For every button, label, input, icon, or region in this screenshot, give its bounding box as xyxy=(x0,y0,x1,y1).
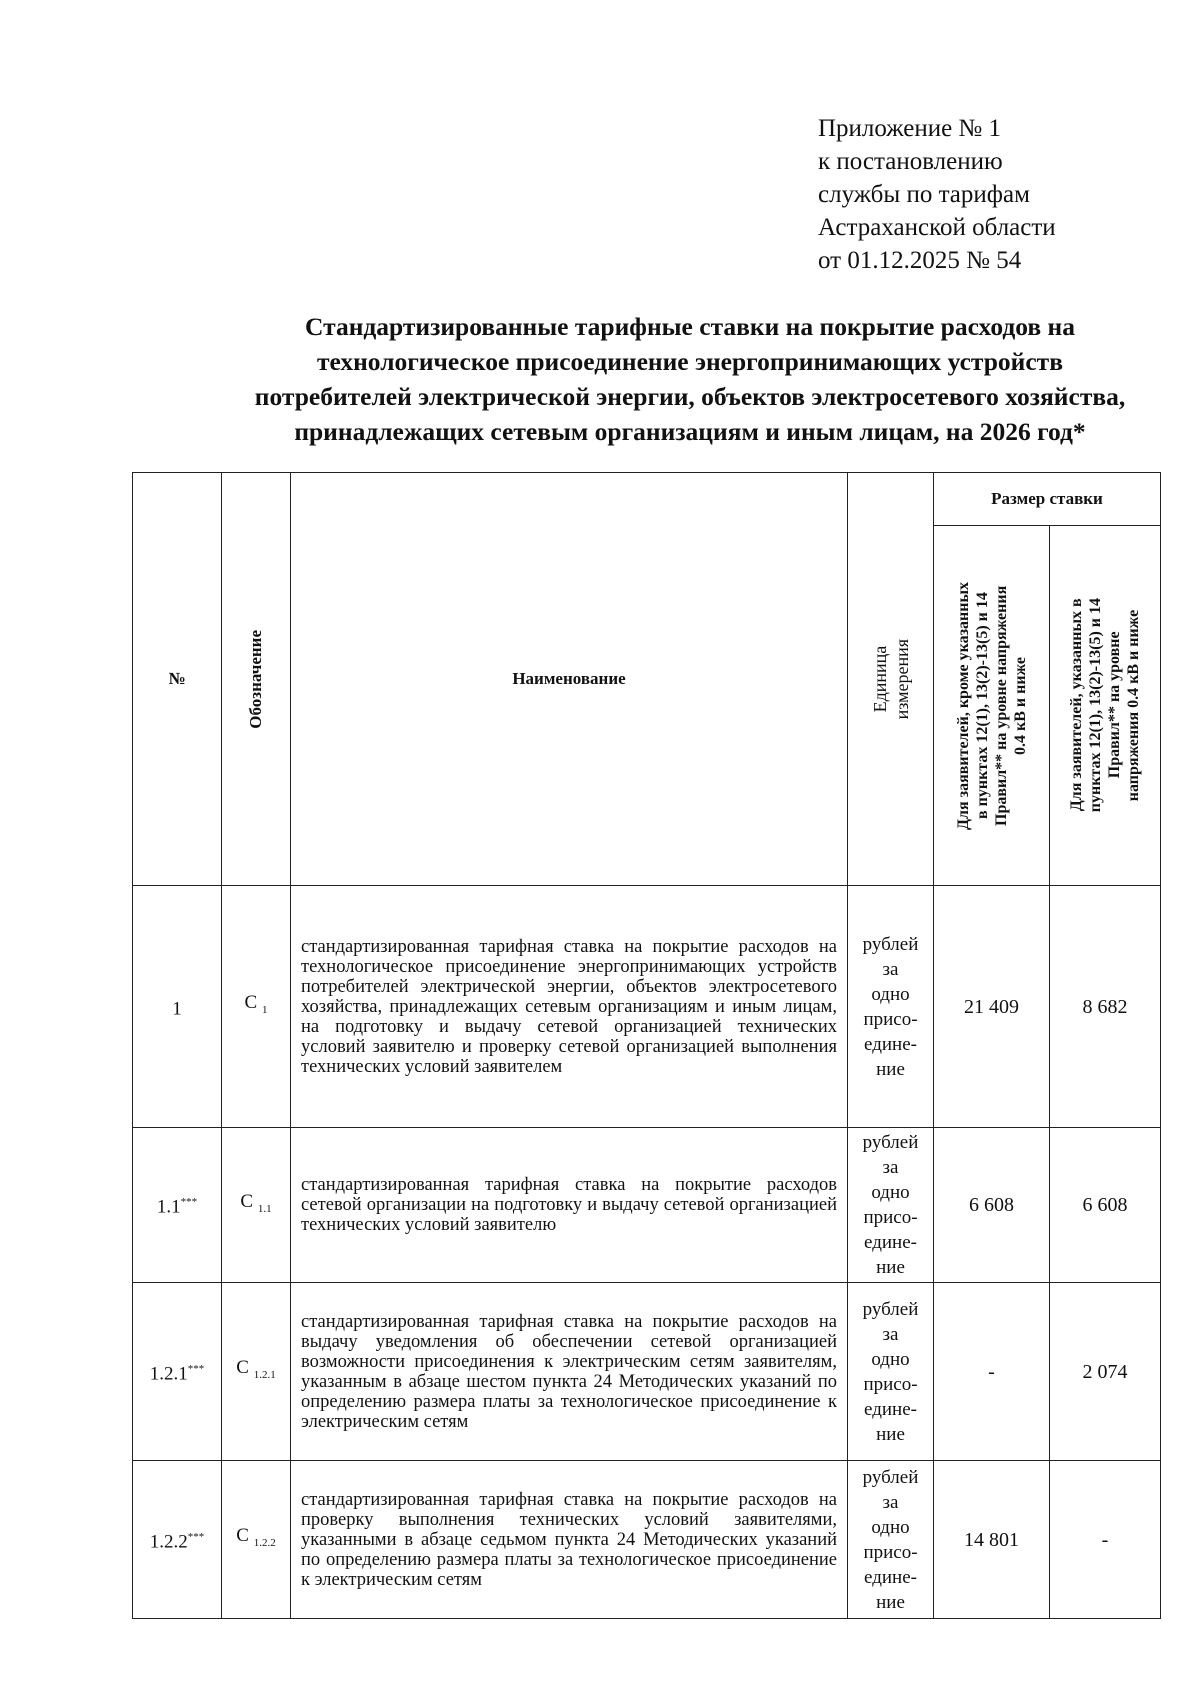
title-line: технологическое присоединение энергопринимающих устройств xyxy=(317,347,1063,376)
row-code-cell xyxy=(222,886,291,1128)
row-code-cell xyxy=(222,1128,291,1283)
unit-line: рублей xyxy=(862,1466,919,1488)
title-line: потребителей электрической энергии, объектов электросетевого хозяйства, xyxy=(254,382,1126,411)
row-value-b: 8 682 xyxy=(1050,886,1161,1128)
appendix-line: Астраханской области xyxy=(818,214,1056,241)
header-rate-size: Размер ставки xyxy=(934,473,1161,526)
unit-line: едине- xyxy=(864,1398,917,1420)
header-unit xyxy=(848,473,934,886)
row-no-cell xyxy=(133,1283,222,1461)
header-designation-text: Обозначение xyxy=(246,629,265,729)
row-code-cell xyxy=(222,1283,291,1461)
unit-line: одно xyxy=(871,1348,910,1370)
row-value-a: 21 409 xyxy=(934,886,1050,1128)
unit-line: рублей xyxy=(862,933,919,955)
document-title xyxy=(195,309,1185,449)
row-unit xyxy=(848,886,934,1128)
unit-line: присо- xyxy=(863,1373,918,1395)
unit-line: присо- xyxy=(863,1008,918,1030)
row-no: 1.2.2 xyxy=(149,1531,188,1553)
row-code: С xyxy=(236,1357,249,1379)
row-code-sub: 1.1 xyxy=(257,1202,272,1215)
header-col-a-line: в пунктах 12(1), 13(2)-13(5) и 14 xyxy=(973,592,991,819)
unit-line: едине- xyxy=(864,1566,917,1588)
title-line: Стандартизированные тарифные ставки на покрытие расходов на xyxy=(305,312,1075,341)
row-name: стандартизированная тарифная ставка на покрытие расходов на проверку выполнения технических условий заявителями, указанными в абзаце седьмом пункта 24 Методических указаний по определению размера платы за технологическое присоединение к электрическим сетям xyxy=(291,1461,848,1619)
appendix-line: от 01.12.2025 № 54 xyxy=(818,247,1022,274)
row-code-cell xyxy=(222,1461,291,1619)
unit-line: за xyxy=(882,1157,899,1178)
header-col-a-line: 0.4 кВ и ниже xyxy=(1011,656,1029,755)
unit-line: ние xyxy=(876,1058,905,1080)
header-no: № xyxy=(133,473,222,886)
table-row xyxy=(133,886,1161,1128)
unit-line: одно xyxy=(871,983,910,1005)
row-code-sub: 1 xyxy=(261,1003,268,1016)
unit-line: едине- xyxy=(864,1232,917,1253)
row-no-cell xyxy=(133,886,222,1128)
unit-line: за xyxy=(882,958,899,980)
unit-line: присо- xyxy=(863,1541,918,1563)
header-col-b-line: Правил** на уровне xyxy=(1106,632,1123,779)
header-col-b xyxy=(1050,526,1161,886)
row-no-sup: *** xyxy=(187,1362,205,1375)
row-value-a: 6 608 xyxy=(934,1128,1050,1283)
unit-line: рублей xyxy=(862,1298,919,1320)
unit-line: едине- xyxy=(864,1033,917,1055)
header-col-a xyxy=(934,526,1050,886)
row-name: стандартизированная тарифная ставка на покрытие расходов сетевой организации на подготовку и выдачу сетевой организацией технических условий заявителю xyxy=(291,1128,848,1283)
row-name: стандартизированная тарифная ставка на покрытие расходов на выдачу уведомления об обеспечении сетевой организацией возможности присоединения к электрическим сетям заявителям, указанным в абзаце шестом пункта 24 Методических указаний по определению размера платы за технологическое присоединение к электрическим сетям xyxy=(291,1283,848,1461)
unit-line: за xyxy=(882,1491,899,1513)
header-col-a-text xyxy=(954,582,1030,830)
header-col-b-text xyxy=(1067,598,1143,812)
row-value-b: 6 608 xyxy=(1050,1128,1161,1283)
header-unit-line2: измерения xyxy=(891,638,912,720)
header-designation xyxy=(222,473,291,886)
row-unit xyxy=(848,1128,934,1283)
row-code-sub: 1.2.2 xyxy=(253,1536,276,1549)
appendix-line: службы по тарифам xyxy=(818,181,1030,208)
table-row xyxy=(133,1283,1161,1461)
table-header-row xyxy=(133,473,1161,526)
row-value-a: - xyxy=(934,1283,1050,1461)
table-row xyxy=(133,1128,1161,1283)
unit-line: одно xyxy=(871,1182,910,1203)
unit-line: ние xyxy=(876,1423,905,1445)
table-row xyxy=(133,1461,1161,1619)
rates-table xyxy=(132,472,1161,1619)
header-unit-text xyxy=(869,639,913,719)
appendix-block xyxy=(818,112,1056,277)
row-code: С xyxy=(236,1525,249,1547)
row-code: С xyxy=(240,1190,254,1212)
header-col-b-line: Для заявителей, указанных в xyxy=(1068,599,1085,812)
appendix-line: Приложение № 1 xyxy=(818,115,1002,142)
row-no: 1 xyxy=(172,998,182,1020)
row-no: 1.1 xyxy=(156,1196,181,1218)
title-line: принадлежащих сетевым организациям и иным лицам, на 2026 год* xyxy=(294,417,1086,446)
unit-line: за xyxy=(882,1323,899,1345)
header-name: Наименование xyxy=(291,473,848,886)
row-code: С xyxy=(244,992,258,1014)
header-unit-line1: Единица xyxy=(869,645,890,713)
unit-line: ние xyxy=(876,1257,905,1278)
header-col-a-line: Правил** на уровне напряжения xyxy=(992,585,1010,826)
header-col-b-line: напряжения 0.4 кВ и ниже xyxy=(1125,609,1142,802)
unit-line: одно xyxy=(871,1516,910,1538)
row-value-a: 14 801 xyxy=(934,1461,1050,1619)
appendix-line: к постановлению xyxy=(818,148,1003,175)
row-code-sub: 1.2.1 xyxy=(253,1368,276,1381)
unit-line: ние xyxy=(876,1591,905,1613)
unit-line: рублей xyxy=(862,1132,919,1153)
row-unit xyxy=(848,1461,934,1619)
row-name: стандартизированная тарифная ставка на покрытие расходов на технологическое присоединение энергопринимающих устройств потребителей электрической энергии, объектов электросетевого хозяйства, принадлежащих сетевым организациям и иным лицам, на подготовку и выдачу сетевой организацией технических условий заявителю и проверку сетевой организацией выполнения технических условий заявителем xyxy=(291,886,848,1128)
row-no-sup: *** xyxy=(187,1530,205,1543)
row-no-cell xyxy=(133,1461,222,1619)
row-no-cell xyxy=(133,1128,222,1283)
header-col-b-line: пунктах 12(1), 13(2)-13(5) и 14 xyxy=(1087,598,1104,813)
row-no-sup: *** xyxy=(180,1196,198,1209)
header-col-a-line: Для заявителей, кроме указанных xyxy=(954,581,972,830)
row-value-b: - xyxy=(1050,1461,1161,1619)
row-no: 1.2.1 xyxy=(149,1363,188,1385)
row-unit xyxy=(848,1283,934,1461)
row-value-b: 2 074 xyxy=(1050,1283,1161,1461)
unit-line: присо- xyxy=(863,1207,918,1228)
